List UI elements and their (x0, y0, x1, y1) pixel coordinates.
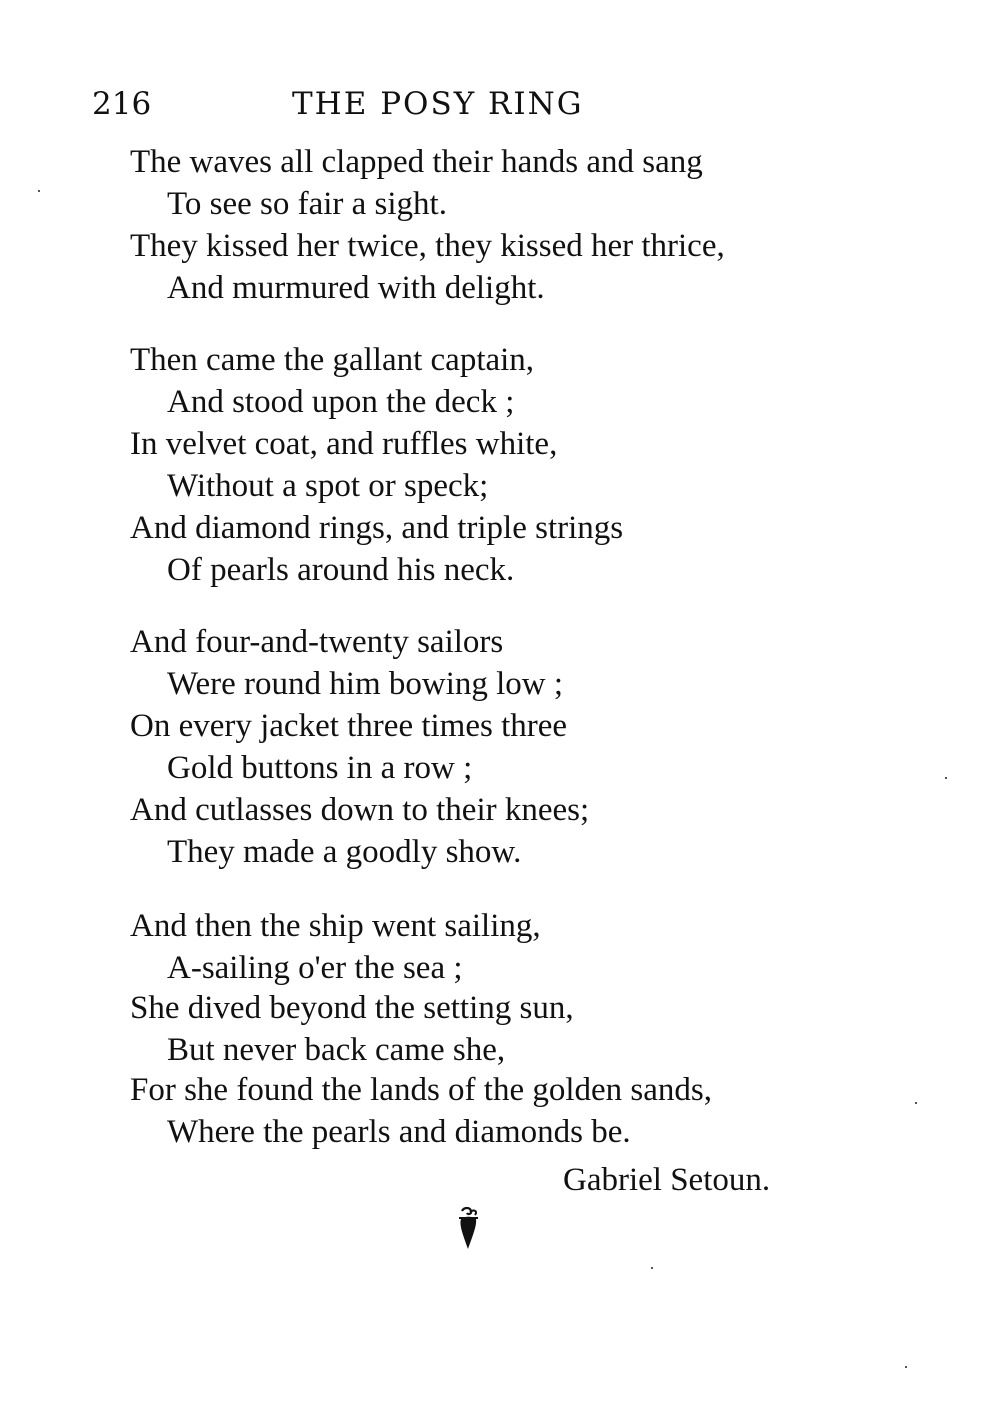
paper-speck (38, 190, 40, 192)
poem-line: Were round him bowing low ; (167, 666, 564, 702)
poem-line: They kissed her twice, they kissed her thrice, (130, 228, 725, 264)
poem-line: And then the ship went sailing, (130, 908, 541, 944)
fleuron-ornament-icon (453, 1205, 483, 1253)
paper-speck (905, 1366, 907, 1368)
poem-line: A-sailing o'er the sea ; (167, 950, 463, 986)
poem-line: On every jacket three times three (130, 708, 568, 744)
poem-line: Without a spot or speck; (167, 468, 489, 504)
poem-line: The waves all clapped their hands and sang (130, 144, 703, 180)
poem-line: Then came the gallant captain, (130, 342, 535, 378)
poem-line: To see so fair a sight. (167, 186, 447, 222)
poem-line: In velvet coat, and ruffles white, (130, 426, 558, 462)
poem-line: She dived beyond the setting sun, (130, 990, 574, 1026)
poem-line: And cutlasses down to their knees; (130, 792, 590, 828)
paper-speck (651, 1267, 653, 1269)
poem-line: For she found the lands of the golden sands, (130, 1072, 712, 1108)
poem-line: And diamond rings, and triple strings (130, 510, 624, 546)
paper-speck (915, 1102, 917, 1104)
poem-line: They made a goodly show. (167, 834, 522, 870)
poem-attribution: Gabriel Setoun. (563, 1162, 771, 1198)
poem-line: Of pearls around his neck. (167, 552, 515, 588)
poem-line: And four-and-twenty sailors (130, 624, 504, 660)
paper-speck (945, 777, 947, 779)
poem-line: Where the pearls and diamonds be. (167, 1114, 631, 1150)
poem-line: Gold buttons in a row ; (167, 750, 473, 786)
poem-line: And stood upon the deck ; (167, 384, 515, 420)
page-number: 216 (92, 86, 152, 122)
running-head: THE POSY RING (292, 86, 584, 122)
poem-line: And murmured with delight. (167, 270, 545, 306)
poem-line: But never back came she, (167, 1032, 506, 1068)
